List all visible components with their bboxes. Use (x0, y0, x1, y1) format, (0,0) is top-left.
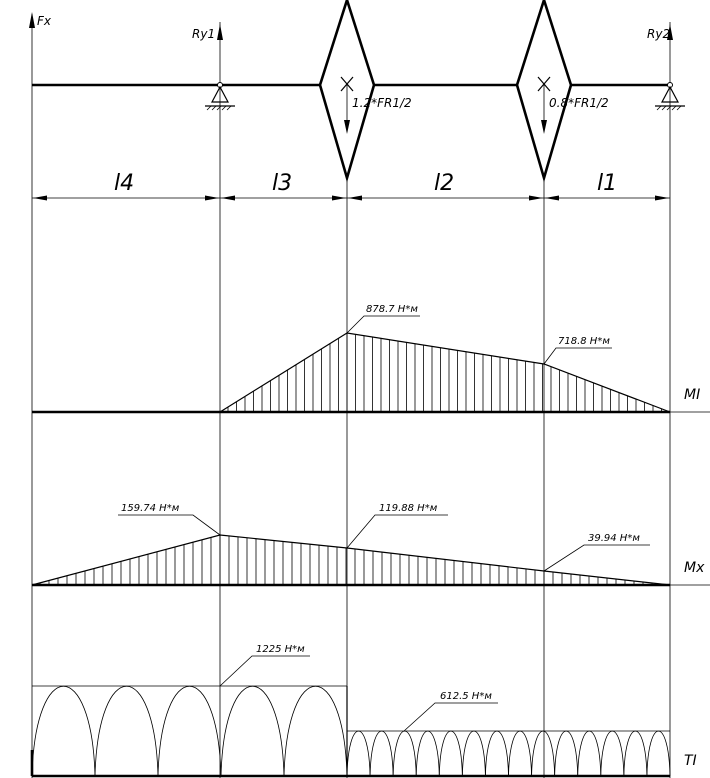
torque-arch (555, 731, 578, 776)
torque-arch (347, 731, 370, 776)
moment-x-name: Mx (684, 560, 705, 576)
dimension-line (32, 196, 670, 201)
gear-1 (320, 0, 374, 178)
span-l1-label: l1 (597, 171, 618, 196)
span-l3-label: l3 (272, 171, 293, 196)
reaction-1-label: Ry1 (192, 27, 216, 41)
reaction-1-arrowhead (217, 24, 223, 40)
moment-y-value-1: 878.7 Н*м (366, 304, 418, 315)
torque-arch (95, 686, 158, 776)
torque-arch (485, 731, 508, 776)
moment-x-value-2: 119.88 Н*м (379, 503, 438, 514)
torque-name: TI (684, 753, 697, 769)
torque-arch (284, 686, 347, 776)
moment-y-value-2: 718.8 Н*м (558, 336, 610, 347)
torque-arch (462, 731, 485, 776)
torque-value-1: 1225 Н*м (256, 644, 305, 655)
moment-x-value-3: 39.94 Н*м (588, 533, 640, 544)
force-axis-arrowhead (29, 12, 35, 28)
torque-arch (509, 731, 532, 776)
torque-arch (647, 731, 670, 776)
torque-arch (624, 731, 647, 776)
torque-arch (393, 731, 416, 776)
torque-arch (221, 686, 284, 776)
gear-force-2-label: 0.8*FR1/2 (549, 96, 609, 110)
moment-x-value-1: 159.74 Н*м (121, 503, 180, 514)
gear-2 (517, 0, 571, 178)
moment-x-diagram (32, 515, 710, 585)
gear-force-1-label: 1.2*FR1/2 (352, 96, 412, 110)
torque-diagram (32, 656, 670, 776)
torque-arch (370, 731, 393, 776)
moment-y-diagram (32, 316, 710, 412)
torque-arch (578, 731, 601, 776)
torque-arch (601, 731, 624, 776)
torque-arch (532, 731, 555, 776)
torque-arch (32, 686, 95, 776)
reaction-2-label: Ry2 (647, 27, 671, 41)
span-l2-label: l2 (434, 171, 455, 196)
torque-value-2: 612.5 Н*м (440, 691, 492, 702)
torque-arch (416, 731, 439, 776)
span-l4-label: l4 (114, 171, 135, 196)
torque-arch (158, 686, 221, 776)
moment-y-name: MI (684, 387, 701, 403)
force-axis-label: Fx (37, 14, 52, 28)
torque-arch (439, 731, 462, 776)
